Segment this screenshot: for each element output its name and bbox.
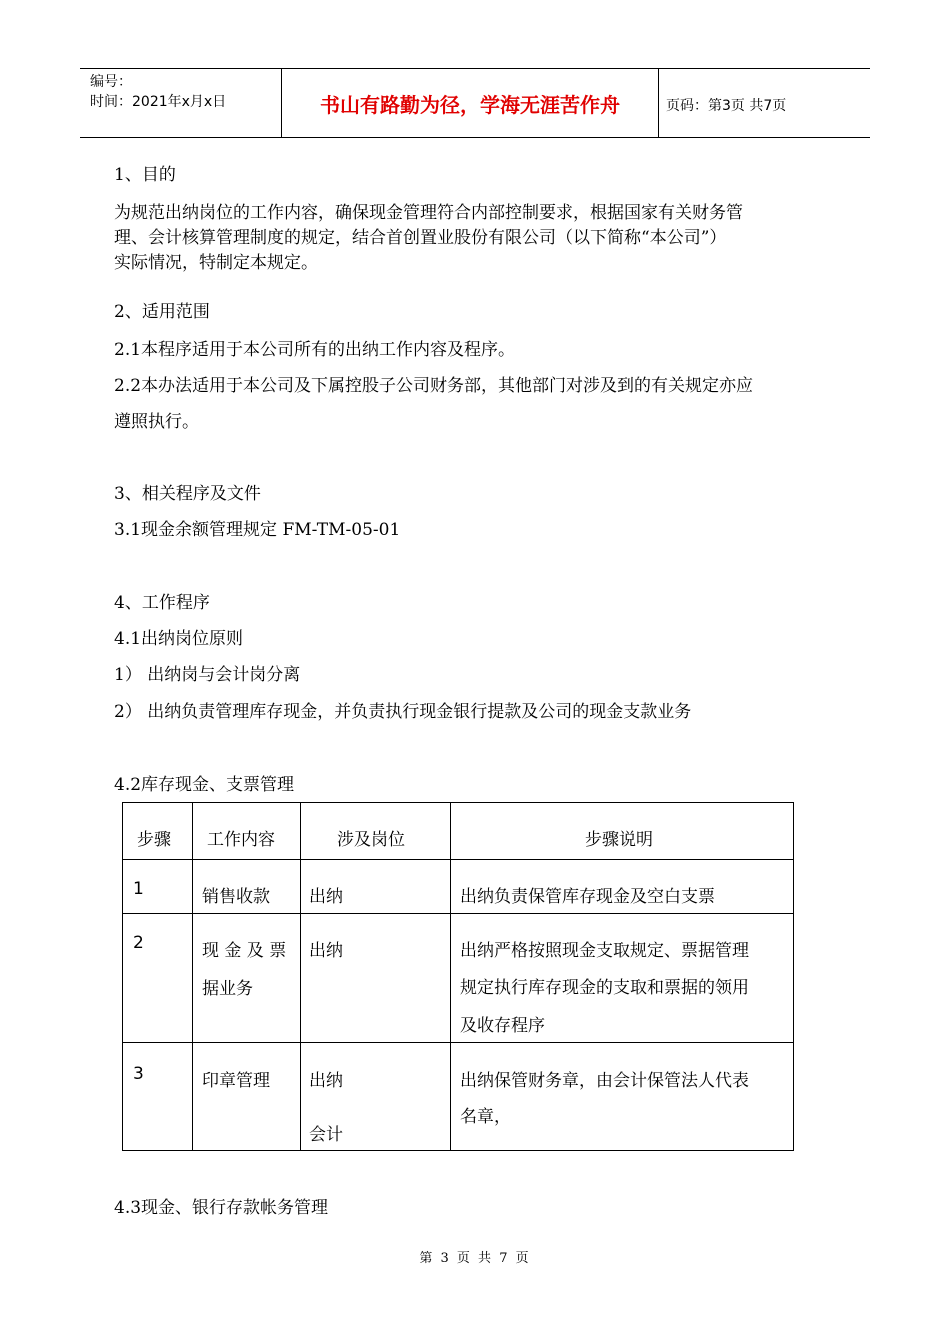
document-number-label: 编号：: [90, 74, 132, 90]
section-4-1-item: 1） 出纳岗与会计岗分离: [114, 665, 301, 685]
header-motto: 书山有路勤为径，学海无涯苦作舟: [282, 69, 659, 137]
table-header-cell: 工作内容: [207, 830, 275, 850]
step-description: 出纳严格按照现金支取规定、票据管理: [460, 941, 749, 961]
section-1-text-line: 实际情况，特制定本规定。: [114, 253, 318, 273]
header-page-label: 页码：第3页 共7页: [666, 98, 787, 114]
document-time-label: 时间：2021年x月x日: [90, 94, 227, 110]
work-content: 印章管理: [202, 1071, 270, 1091]
header-meta-cell: [80, 69, 282, 137]
table-row: [123, 914, 794, 1043]
work-content: 现 金 及 票: [202, 941, 287, 961]
table-row: [123, 860, 794, 914]
section-1-text-line: 为规范出纳岗位的工作内容，确保现金管理符合内部控制要求，根据国家有关财务管: [114, 203, 743, 223]
page-footer: 第 3 页 共 7 页: [419, 1251, 531, 1266]
section-1-title: 1、目的: [114, 165, 176, 185]
section-2-2-text-line: 遵照执行。: [114, 412, 199, 432]
table-header-cell: 步骤: [137, 830, 171, 850]
step-number: 1: [133, 879, 144, 899]
section-4-1-item: 2） 出纳负责管理库存现金，并负责执行现金银行提款及公司的现金支款业务: [114, 702, 692, 722]
section-2-1-text: 2.1本程序适用于本公司所有的出纳工作内容及程序。: [114, 340, 516, 360]
section-4-1-title: 4.1出纳岗位原则: [114, 629, 244, 649]
section-1-text-line: 理、会计核算管理制度的规定，结合首创置业股份有限公司（以下简称“本公司”）: [114, 228, 727, 248]
section-3-title: 3、相关程序及文件: [114, 484, 261, 504]
section-3-1-text: 3.1现金余额管理规定 FM-TM-05-01: [114, 520, 401, 540]
post: 会计: [309, 1125, 343, 1145]
table-header-row: [123, 803, 794, 860]
work-content: 据业务: [202, 979, 253, 999]
table-header-cell: 涉及岗位: [337, 830, 405, 850]
section-4-title: 4、工作程序: [114, 593, 210, 613]
table-row: [123, 1043, 794, 1151]
post: 出纳: [309, 1071, 343, 1091]
work-content: 销售收款: [202, 887, 270, 907]
table-header-cell: 步骤说明: [585, 830, 653, 850]
section-4-2-title: 4.2库存现金、支票管理: [114, 775, 295, 795]
step-description: 及收存程序: [460, 1016, 545, 1036]
section-2-title: 2、适用范围: [114, 302, 210, 322]
step-description: 出纳负责保管库存现金及空白支票: [460, 887, 715, 907]
post: 出纳: [309, 941, 343, 961]
step-number: 2: [133, 933, 144, 953]
step-description: 规定执行库存现金的支取和票据的领用: [460, 978, 749, 998]
document-header: [80, 68, 870, 138]
cash-management-table: [122, 802, 794, 1151]
step-description: 出纳保管财务章，由会计保管法人代表: [460, 1071, 749, 1091]
section-4-3-title: 4.3现金、银行存款帐务管理: [114, 1198, 329, 1218]
post: 出纳: [309, 887, 343, 907]
step-number: 3: [133, 1064, 144, 1084]
step-description: 名章，: [460, 1107, 511, 1127]
section-2-2-text-line: 2.2本办法适用于本公司及下属控股子公司财务部，其他部门对涉及到的有关规定亦应: [114, 376, 754, 396]
